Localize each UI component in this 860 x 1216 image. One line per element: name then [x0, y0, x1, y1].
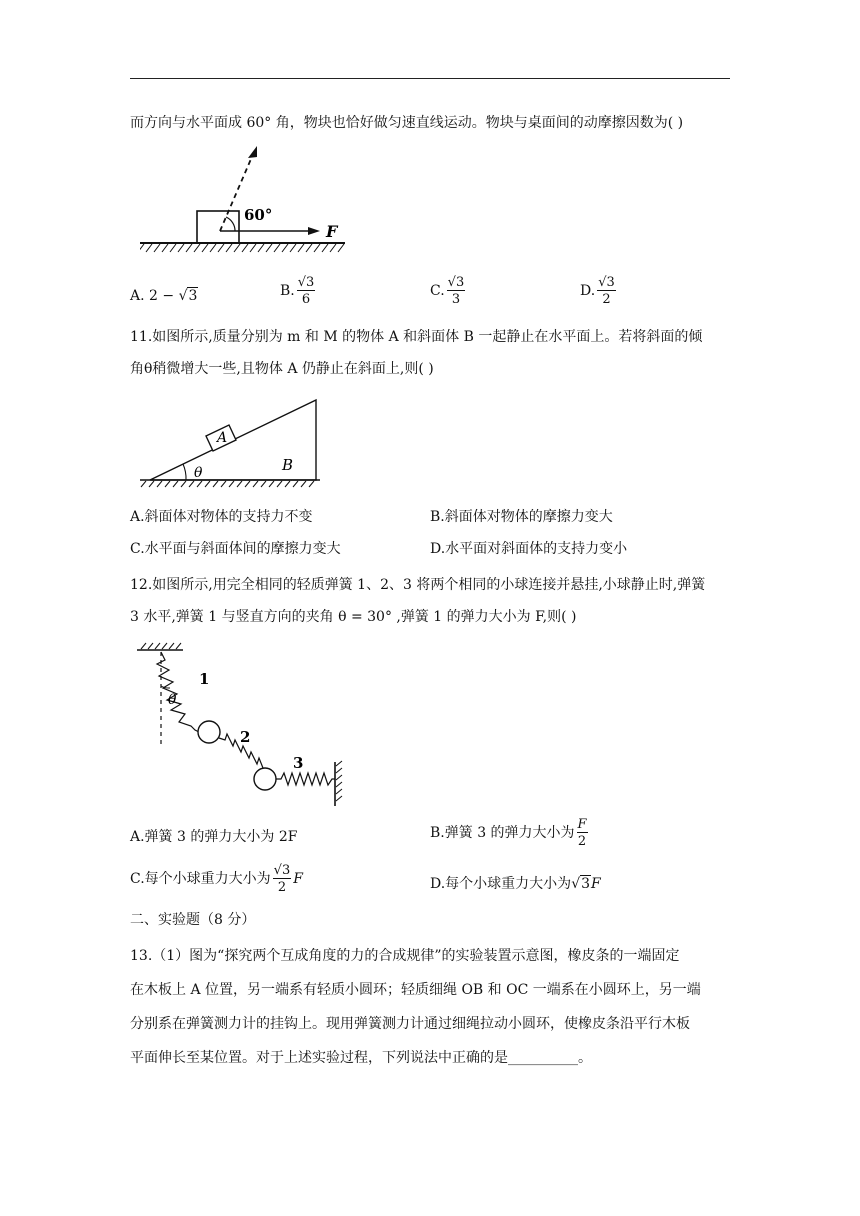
label-2: 2	[240, 728, 251, 746]
q10-figure	[140, 140, 360, 260]
q10-stem-tail: 而方向与水平面成 60° 角，物块也恰好做匀速直线运动。物块与桌面间的动摩擦因数为( )	[130, 115, 684, 131]
theta-arc	[183, 464, 186, 480]
label-1: 1	[199, 670, 210, 688]
ball-1	[198, 721, 220, 743]
header-rule	[130, 78, 730, 79]
block	[197, 211, 239, 243]
q12-option-b: B.弹簧 3 的弹力大小为 $\frac{F}{2}$	[430, 817, 587, 849]
q10-option-b: B. $\frac{√3}{6}$	[280, 275, 315, 307]
q11-stem-line1: 11.如图所示,质量分别为 m 和 M 的物体 A 和斜面体 B 一起静止在水平面上。若将斜面的倾	[130, 329, 703, 345]
q12-figure	[135, 642, 355, 812]
label-theta: θ	[194, 465, 203, 481]
ground-hatching	[140, 244, 344, 252]
q11-stem-line2: 角θ稍微增大一些,且物体 A 仍静止在斜面上,则( )	[130, 361, 434, 377]
q12-option-a: A.弹簧 3 的弹力大小为 2F	[130, 829, 298, 845]
q11-figure	[140, 392, 340, 492]
ball-2	[254, 768, 276, 790]
force-label: F	[326, 222, 338, 241]
ground-hatching	[141, 481, 314, 487]
q10-option-c: C. $\frac{√3}{3}$	[430, 275, 465, 307]
spring-1	[157, 652, 199, 732]
label-theta: θ	[168, 692, 177, 708]
q11-option-a: A.斜面体对物体的支持力不变	[130, 509, 313, 525]
q13-line1: 13.（1）图为“探究两个互成角度的力的合成规律”的实验装置示意图，橡皮条的一端固定	[130, 948, 680, 964]
q10-option-a: A. 2 − √3	[130, 288, 198, 304]
q10-option-d: D. $\frac{√3}{2}$	[580, 275, 615, 307]
q12-stem-line1: 12.如图所示,用完全相同的轻质弹簧 1、2、3 将两个相同的小球连接并悬挂,小球静止时,弹簧	[130, 577, 706, 593]
dashed-arrowhead	[248, 146, 257, 158]
q12-option-c: C.每个小球重力大小为 $\frac{√3}{2}$ F	[130, 863, 303, 895]
force-arrowhead	[308, 227, 320, 235]
ceiling-hatching	[141, 643, 181, 649]
q12-stem-line2: 3 水平,弹簧 1 与竖直方向的夹角 θ = 30° ,弹簧 1 的弹力大小为 F,则( )	[130, 609, 577, 625]
q13-line4: 平面伸长至某位置。对于上述实验过程，下列说法中正确的是__________。	[130, 1050, 592, 1066]
angle-arc	[226, 217, 235, 231]
q13-line2: 在木板上 A 位置，另一端系有轻质小圆环；轻质细绳 OB 和 OC 一端系在小圆环上，另一端	[130, 982, 701, 998]
wall-hatching	[336, 761, 342, 801]
label-b: B	[282, 456, 294, 474]
q11-option-c: C.水平面与斜面体间的摩擦力变大	[130, 541, 341, 557]
q12-option-d: D.每个小球重力大小为√3F	[430, 876, 601, 892]
section-heading: 二、实验题（8 分）	[130, 912, 256, 928]
label-3: 3	[293, 754, 304, 772]
angle-label: 60°	[244, 206, 273, 224]
label-a: A	[217, 430, 228, 446]
q13-line3: 分别系在弹簧测力计的挂钩上。现用弹簧测力计通过细绳拉动小圆环，使橡皮条沿平行木板	[130, 1016, 690, 1032]
q11-option-b: B.斜面体对物体的摩擦力变大	[430, 509, 613, 525]
q11-option-d: D.水平面对斜面体的支持力变小	[430, 541, 628, 557]
spring-3	[276, 773, 335, 785]
